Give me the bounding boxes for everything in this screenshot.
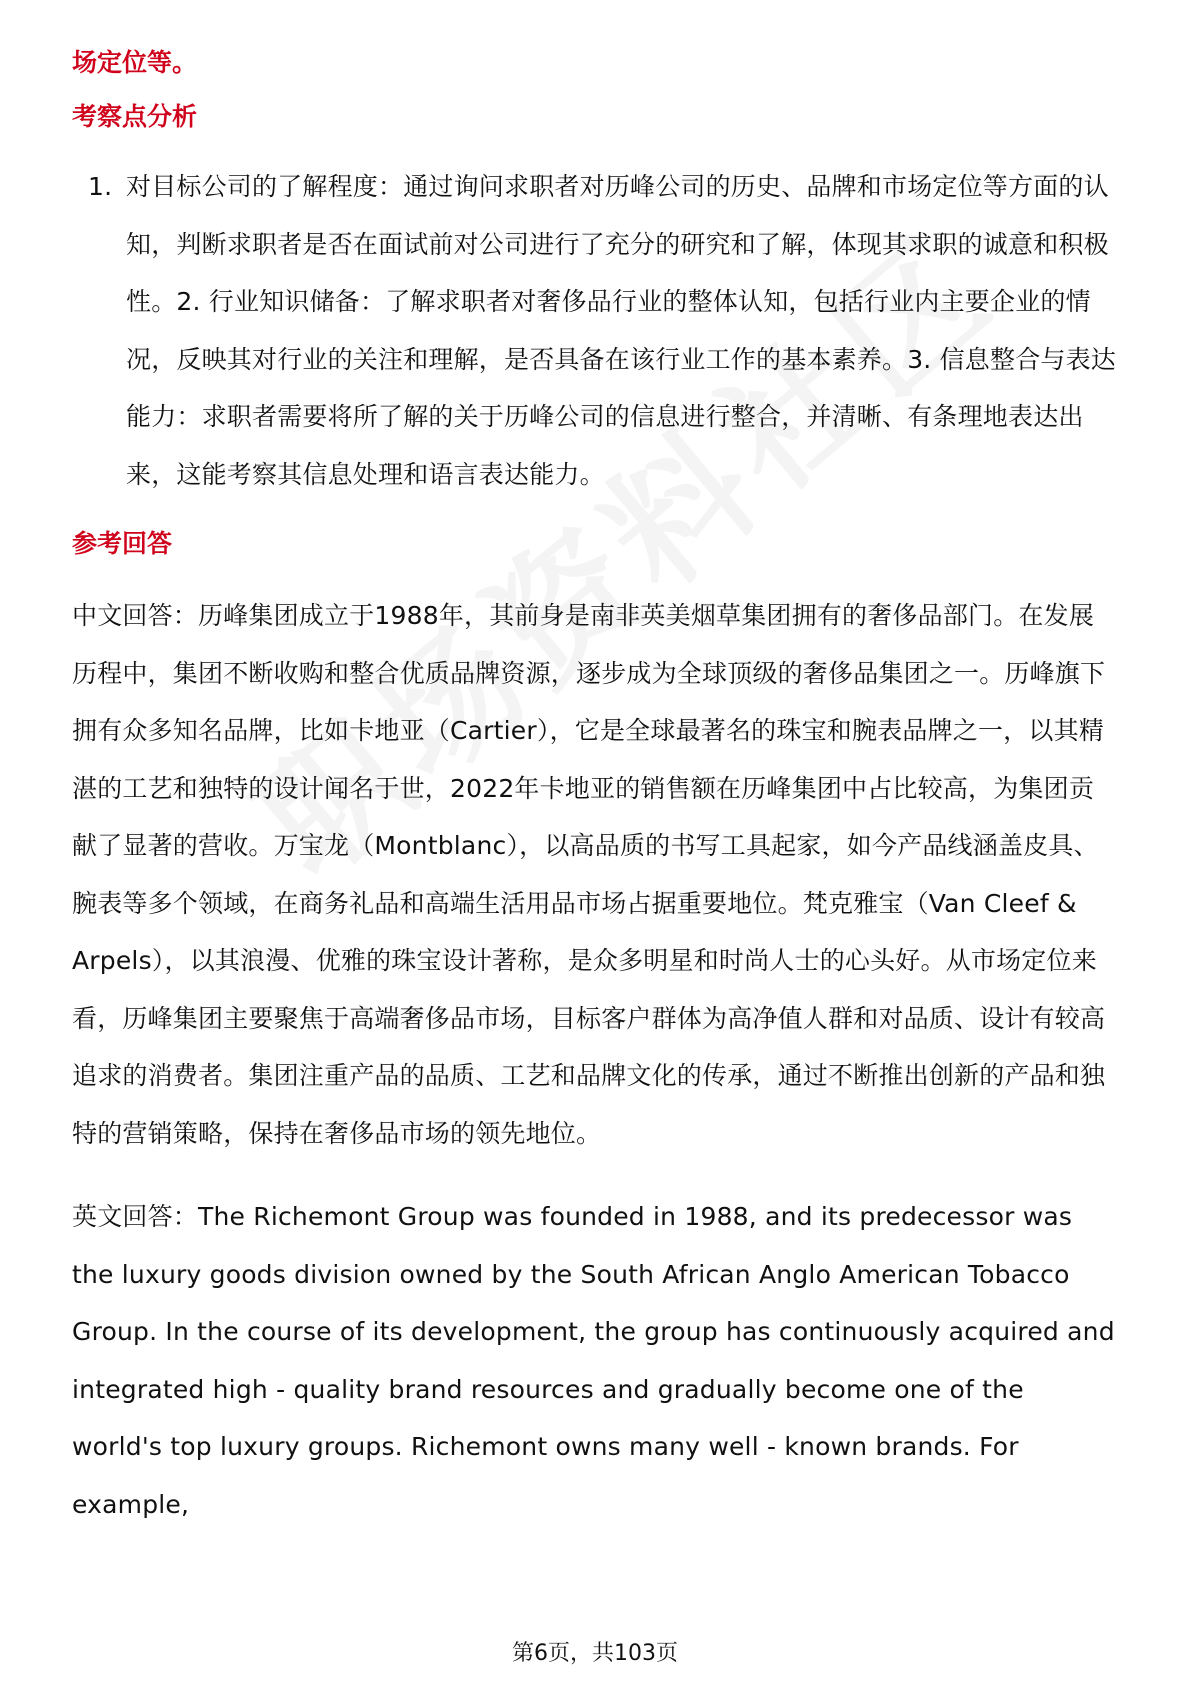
chinese-answer-paragraph: 中文回答：历峰集团成立于1988年，其前身是南非英美烟草集团拥有的奢侈品部门。在发展历程中，集团不断收购和整合优质品牌资源，逐步成为全球顶级的奢侈品集团之一。历峰旗下拥有众多知名品牌，比如卡地亚（Cartier），它是全球最著名的珠宝和腕表品牌之一，以其精湛的工艺和独特的设计闻名于世，2022年卡地亚的销售额在历峰集团中占比较高，为集团贡献了显著的营收。万宝龙（Montblanc），以高品质的书写工具起家，如今产品线涵盖皮具、腕表等多个领域，在商务礼品和高端生活用品市场占据重要地位。梵克雅宝（Van Cleef & Arpels），以其浪漫、优雅的珠宝设计著称，是众多明星和时尚人士的心头好。从市场定位来看，历峰集团主要聚焦于高端奢侈品市场，目标客户群体为高净值人群和对品质、设计有较高追求的消费者。集团注重产品的品质、工艺和品牌文化的传承，通过不断推出创新的产品和独特的营销策略，保持在奢侈品市场的领先地位。 (72, 601, 1106, 1148)
english-answer-paragraph: 英文回答：The Richemont Group was founded in 1988, and its predecessor was the luxury goods division owned by the South African Anglo American Tobacco Group. In the course of its development, the group has continuously acquired and integrated high - quality brand resources and gradually become one of the world's top luxury groups. Richemont owns many well - known brands. For example, (72, 1202, 1115, 1519)
list-item-number: 1. (88, 172, 113, 201)
section-continuation-title: 场定位等。 (72, 48, 198, 77)
list-item-text: 对目标公司的了解程度：通过询问求职者对历峰公司的历史、品牌和市场定位等方面的认知，判断求职者是否在面试前对公司进行了充分的研究和了解，体现其求职的诚意和积极性。2. 行业知识储备：了解求职者对奢侈品行业的整体认知，包括行业内主要企业的情况，反映其对行业的关注和理解，是否具备在该行业工作的基本素养。3. 信息整合与表达能力：求职者需要将所了解的关于历峰公司的信息进行整合，并清晰、有条理地表达出来，这能考察其信息处理和语言表达能力。 (126, 172, 1117, 489)
page-number-footer: 第6页，共103页 (512, 1641, 678, 1666)
reference-heading: 参考回答 (72, 529, 173, 558)
analysis-list-item (72, 158, 1118, 503)
page-content (72, 46, 1118, 1533)
analysis-heading: 考察点分析 (72, 102, 198, 131)
